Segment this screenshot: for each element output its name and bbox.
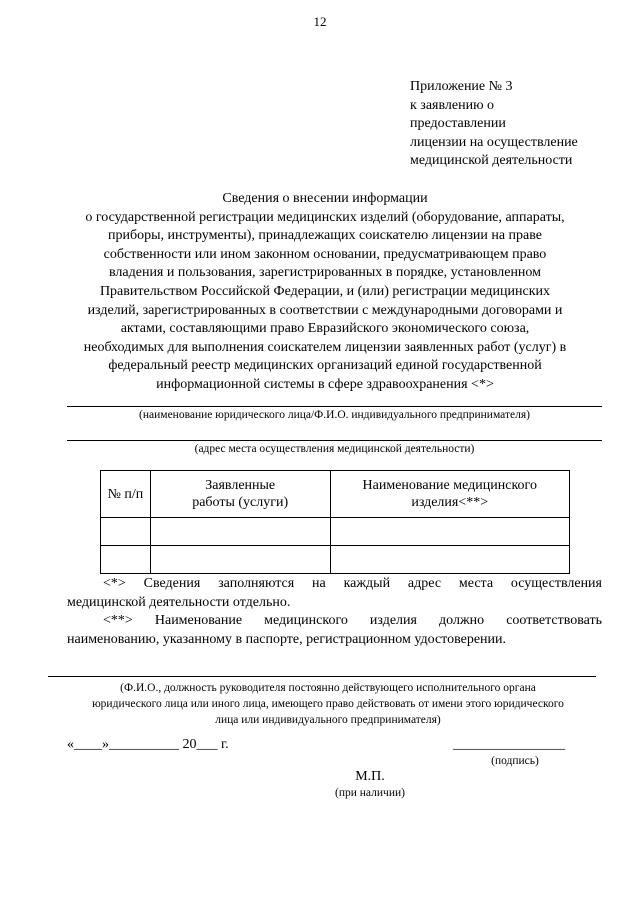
footnotes	[67, 575, 602, 649]
footnote-2-line1: <**> Наименование медицинского изделия должно соответствовать	[103, 613, 602, 629]
title-line: Сведения о внесении информации	[222, 191, 428, 206]
header-works-line: работы (услуги)	[192, 495, 289, 510]
annex-line: Приложение № 3	[410, 79, 513, 94]
title-line: федеральный реестр медицинских организаций единой государственной	[108, 358, 542, 374]
header-device-line: изделия<**>	[411, 495, 489, 510]
annex-line: медицинской деятельности	[410, 153, 573, 168]
header-works-line: Заявленные	[205, 478, 276, 493]
title-line: приборы, инструменты), принадлежащих соискателю лицензии на праве	[107, 228, 543, 244]
annex-line: предоставлении	[410, 116, 506, 131]
title-line: необходимых для выполнения соискателем лицензии заявленных работ (услуг) в	[83, 339, 567, 355]
table-row	[101, 518, 570, 546]
signatory-caption-line: лица или индивидуального предпринимателя)	[215, 714, 441, 726]
seal-note: (при наличии)	[335, 787, 405, 799]
annex-line: лицензии на осуществление	[410, 134, 578, 150]
signatory-field[interactable]	[48, 676, 596, 677]
table-cell[interactable]	[330, 546, 570, 574]
header-num: № п/п	[101, 471, 151, 518]
header-device-line: Наименование медицинского	[362, 478, 537, 493]
footnote-2-line2: наименованию, указанному в паспорте, регистрационном удостоверении.	[67, 631, 507, 647]
table-cell[interactable]	[150, 546, 330, 574]
seal-label: М.П.	[355, 769, 385, 784]
signature-caption: (подпись)	[491, 755, 539, 767]
title-line: Правительством Российской Федерации, и (или) регистрации медицинских	[99, 283, 551, 299]
footnote-1-line2: медицинской деятельности отдельно.	[67, 594, 291, 610]
footnote-1-line1: <*> Сведения заполняются на каждый адрес места осуществления	[103, 576, 602, 591]
signatory-caption-line: юридического лица или иного лица, имеющего право действовать от имени этого юридического	[92, 698, 564, 710]
header-device	[330, 471, 570, 518]
title-line: о государственной регистрации медицинских изделий (оборудование, аппараты,	[85, 209, 565, 225]
header-works	[150, 471, 330, 518]
annex-reference	[410, 78, 625, 171]
signatory-caption	[48, 680, 608, 728]
table-row	[101, 546, 570, 574]
table-cell[interactable]	[150, 518, 330, 546]
title-line: владения и пользования, зарегистрированных в порядке, установленном	[108, 265, 542, 281]
date-field[interactable]: «____»__________ 20___ г.	[67, 737, 229, 752]
table-cell[interactable]	[101, 546, 151, 574]
org-name-caption: (наименование юридического лица/Ф.И.О. индивидуального предпринимателя)	[139, 409, 530, 421]
title-line: информационной системы в сфере здравоохранения <*>	[156, 376, 494, 392]
org-name-field[interactable]	[67, 406, 602, 407]
annex-line: к заявлению о	[410, 97, 495, 113]
page-number: 12	[313, 14, 327, 29]
signature-field[interactable]: ________________	[453, 737, 565, 752]
table-cell[interactable]	[101, 518, 151, 546]
address-caption: (адрес места осуществления медицинской деятельности)	[194, 443, 475, 455]
document-title	[60, 190, 590, 395]
table-header-row	[101, 471, 570, 518]
title-line: изделий, зарегистрированных в соответствии с международными договорами и	[87, 302, 563, 318]
address-field[interactable]	[67, 440, 602, 441]
signatory-caption-line: (Ф.И.О., должность руководителя постоянно действующего исполнительного органа	[120, 682, 536, 694]
title-line: собственности или ином законном основании, предусматривающем право	[103, 246, 547, 262]
table-cell[interactable]	[330, 518, 570, 546]
devices-table	[100, 470, 570, 574]
title-line: актами, составляющими право Евразийского экономического союза,	[120, 321, 530, 337]
